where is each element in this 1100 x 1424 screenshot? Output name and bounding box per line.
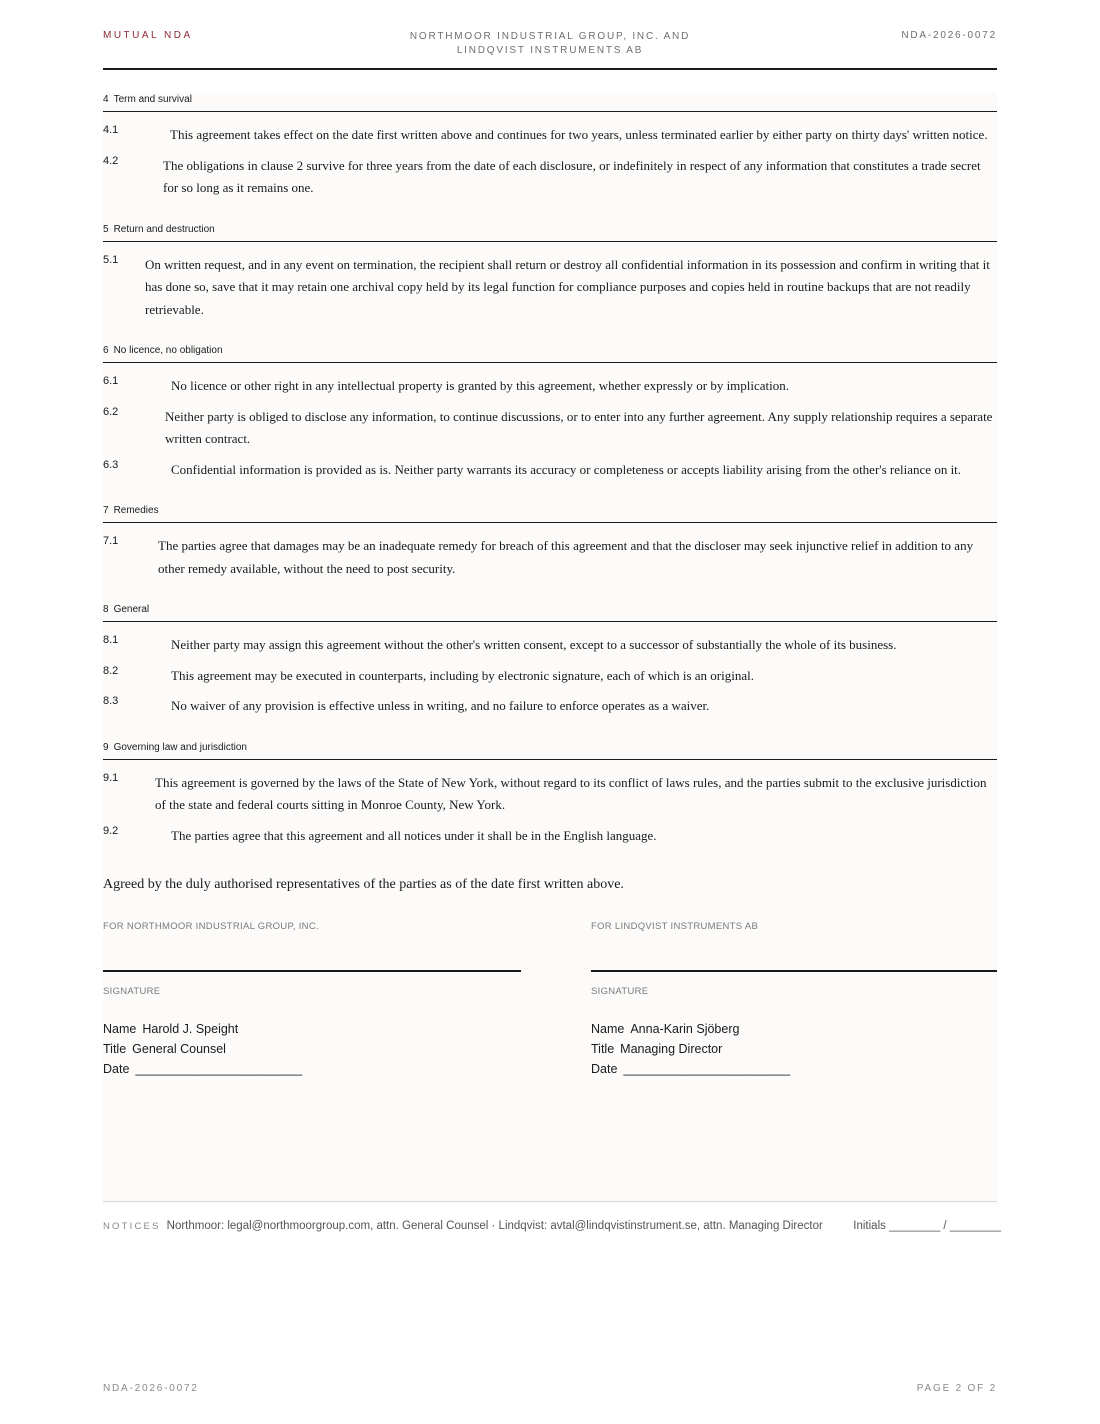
name-label: Name (103, 1022, 137, 1036)
clause-number: 4.1 (103, 124, 119, 136)
document-type: MUTUAL NDA (103, 30, 193, 41)
clause-number: 6.3 (103, 458, 119, 471)
section-heading (103, 92, 997, 112)
section-4 (103, 92, 997, 200)
signatory-details (103, 1019, 521, 1079)
clause (103, 825, 997, 848)
clause (103, 535, 997, 580)
section-heading (103, 602, 997, 622)
clause-number: 5.1 (103, 253, 119, 266)
clause-number: 9.1 (103, 771, 119, 784)
notices-bar (103, 1201, 1001, 1232)
document-reference: NDA-2026-0072 (901, 30, 997, 41)
section-heading (103, 503, 997, 523)
clause-text: Neither party is obliged to disclose any information, to continue discussions, or to enter into any further agreement. Any supply relationship requires a separate written contract. (165, 408, 993, 446)
section-title: Return and destruction (113, 223, 215, 235)
clause (103, 695, 997, 718)
section-number: 8 (103, 604, 109, 615)
clause (103, 124, 997, 147)
parties-line-1: NORTHMOOR INDUSTRIAL GROUP, INC. AND (409, 31, 691, 42)
footer-reference: NDA-2026-0072 (103, 1383, 199, 1394)
party-label: FOR NORTHMOOR INDUSTRIAL GROUP, INC. (103, 921, 319, 932)
date-field[interactable]: ________________________ (623, 1062, 791, 1076)
signature-block-lindqvist (591, 921, 997, 1079)
signature-blocks (103, 921, 997, 1091)
notices-text: Northmoor: legal@northmoorgroup.com, attn. General Counsel · Lindqvist: avtal@lindqvistinstrument.se, attn. Managing Director (166, 1220, 823, 1232)
signature-date-row (103, 1059, 521, 1079)
clause-text: Confidential information is provided as is. Neither party warrants its accuracy or completeness or accepts liability arising from the other's reliance on it. (171, 461, 962, 477)
section-7 (103, 503, 997, 580)
clause (103, 459, 997, 482)
clause (103, 634, 997, 657)
party-label: FOR LINDQVIST INSTRUMENTS AB (591, 921, 759, 932)
section-heading (103, 343, 997, 363)
clause-text: This agreement may be executed in counterparts, including by electronic signature, each of which is an original. (171, 667, 754, 683)
section-number: 9 (103, 741, 109, 753)
section-title: Term and survival (113, 94, 192, 105)
clause (103, 772, 997, 817)
initials-field[interactable]: Initials ________ / ________ (853, 1220, 1001, 1232)
clause (103, 254, 997, 322)
closing-statement: Agreed by the duly authorised representatives of the parties as of the date first written above. (103, 877, 624, 892)
signature-caption: SIGNATURE (591, 986, 649, 997)
signatory-title-row (591, 1039, 997, 1059)
signature-caption: SIGNATURE (103, 986, 161, 997)
section-title: Governing law and jurisdiction (113, 741, 247, 753)
parties-heading (350, 30, 750, 58)
clause-text: This agreement is governed by the laws of the State of New York, without regard to its conflict of laws rules, and the parties submit to the exclusive jurisdiction of the state and federal courts sitting in Monroe County, New York. (155, 774, 987, 812)
clause-number: 4.2 (103, 154, 119, 167)
section-number: 7 (103, 505, 109, 516)
clause-number: 8.3 (103, 695, 119, 707)
clause-text: The parties agree that this agreement and all notices under it shall be in the English language. (171, 827, 657, 843)
page-header (103, 28, 997, 70)
clause-number: 8.1 (103, 634, 119, 646)
parties-line-2: LINDQVIST INSTRUMENTS AB (456, 45, 644, 56)
section-6 (103, 343, 997, 481)
signatory-name: Anna-Karin Sjöberg (630, 1022, 740, 1036)
section-9 (103, 740, 997, 848)
title-label: Title (591, 1042, 615, 1056)
name-label: Name (591, 1022, 625, 1036)
clause (103, 155, 997, 200)
date-label: Date (103, 1062, 130, 1076)
section-5 (103, 222, 997, 322)
clause-text: No licence or other right in any intellectual property is granted by this agreement, whether expressly or by implication. (171, 378, 790, 393)
clause (103, 665, 997, 688)
section-8 (103, 602, 997, 718)
signature-block-northmoor (103, 921, 521, 1079)
clause-number: 8.2 (103, 664, 119, 677)
page-number: PAGE 2 OF 2 (916, 1383, 997, 1394)
signatory-name: Harold J. Speight (142, 1022, 239, 1036)
page-footer (103, 1383, 997, 1394)
section-title: General (113, 604, 150, 615)
date-label: Date (591, 1062, 618, 1076)
section-number: 5 (103, 223, 109, 235)
section-number: 6 (103, 345, 109, 356)
signatory-title: General Counsel (132, 1042, 226, 1056)
clause (103, 406, 997, 451)
title-label: Title (103, 1042, 127, 1056)
clause-number: 9.2 (103, 824, 119, 837)
section-title: No licence, no obligation (113, 345, 223, 356)
signatory-details (591, 1019, 997, 1079)
clause (103, 375, 997, 398)
clause-text: The obligations in clause 2 survive for three years from the date of each disclosure, or indefinitely in respect of any information that constitutes a trade secret for so long as it remains one. (163, 157, 981, 195)
clause-text: This agreement takes effect on the date first written above and continues for two years, unless terminated earlier by either party on thirty days' written notice. (170, 127, 988, 142)
clause-text: The parties agree that damages may be an inadequate remedy for breach of this agreement and that the discloser may seek injunctive relief in addition to any other remedy available, without the need to post security. (158, 538, 974, 576)
sections-list (103, 92, 997, 847)
signatory-name-row (103, 1019, 521, 1039)
section-heading (103, 740, 997, 760)
clause-number: 6.1 (103, 375, 119, 387)
section-title: Remedies (113, 505, 159, 516)
clause-number: 7.1 (103, 535, 119, 547)
document-body (103, 92, 997, 1204)
signature-date-row (591, 1059, 997, 1079)
clause-text: No waiver of any provision is effective unless in writing, and no failure to enforce operates as a waiver. (171, 698, 710, 713)
signatory-title: Managing Director (620, 1042, 723, 1056)
section-heading (103, 222, 997, 242)
clause-text: On written request, and in any event on termination, the recipient shall return or destroy all confidential information in its possession and confirm in writing that it has done so, save that it may retain one archival copy held by its legal function for compliance purposes and copies held in routine backups that are not readily retrievable. (145, 256, 990, 317)
signatory-name-row (591, 1019, 997, 1039)
clause-number: 6.2 (103, 405, 119, 418)
signature-line[interactable] (103, 970, 521, 972)
date-field[interactable]: ________________________ (135, 1062, 303, 1076)
clause-text: Neither party may assign this agreement without the other's written consent, except to a successor of substantially the whole of its business. (171, 637, 897, 652)
section-number: 4 (103, 94, 109, 105)
signatory-title-row (103, 1039, 521, 1059)
notices-label: NOTICES (103, 1221, 161, 1232)
signature-line[interactable] (591, 970, 997, 972)
